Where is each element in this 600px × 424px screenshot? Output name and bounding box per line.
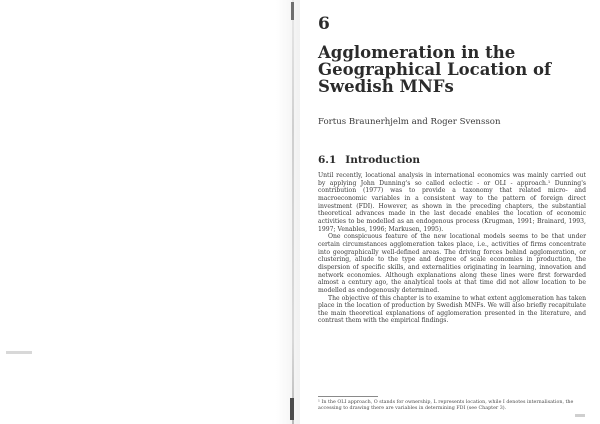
chapter-authors: Fortus Braunerhjelm and Roger Svensson	[318, 117, 501, 127]
scan-mark	[575, 414, 585, 417]
paragraph: One conspicuous feature of the new locational models seems to be that under certain circumstances agglomeration takes place, i.e., activities of firms concentrate into geographically well-defined areas. The driving forces behind agglomeration, or clustering, allude to the type and degree of scale economies in production, the dispersion of specific skills, and externalities originating in learning, innovation and network economies. Although explanations along these lines were first forwarded almost a century ago, the analytical tools at that time did not allow location to be modelled as endogenously determined.	[318, 233, 586, 294]
scan-smudge	[6, 351, 32, 354]
paragraph: The objective of this chapter is to examine to what extent agglomeration has taken place in the location of production by Swedish MNFs. We will also briefly recapitulate the main theoretical explanations of agglomeration presented in the literature, and contrast them with the empirical findings.	[318, 294, 586, 325]
chapter-title: Agglomeration in the Geographical Location of Swedish MNFs	[318, 43, 552, 96]
body-text	[318, 172, 586, 325]
footnote-divider	[318, 396, 378, 397]
section-number: 6.1	[318, 154, 337, 166]
section-heading	[318, 154, 420, 166]
spine-shadow-top	[291, 2, 294, 20]
spine-shadow-bottom	[290, 398, 294, 420]
book-spine	[292, 0, 294, 424]
paragraph: Until recently, locational analysis in international economics was mainly carried out by applying John Dunning's so called eclectic - or OLI - approach.¹ Dunning's contribution (1977) was to provide a taxonomy that related micro- and macroeconomic variables in a consistent way to the pattern of foreign direct investment (FDI). However, as shown in the preceding chapters, the substantial theoretical advances made in the last decade enables the location of economic activities to be modelled as an endogenous process (Krugman, 1991; Brainard, 1993, 1997; Venables, 1996; Markusen, 1995).	[318, 172, 586, 233]
section-title: Introduction	[345, 154, 421, 166]
chapter-number: 6	[318, 14, 330, 34]
footnote: ¹ In the OLI approach, O stands for ownership, L represents location, while I denotes internalisation, the accessing to drawing there are variables in determining FDI (see Chapter 3).	[318, 400, 574, 411]
